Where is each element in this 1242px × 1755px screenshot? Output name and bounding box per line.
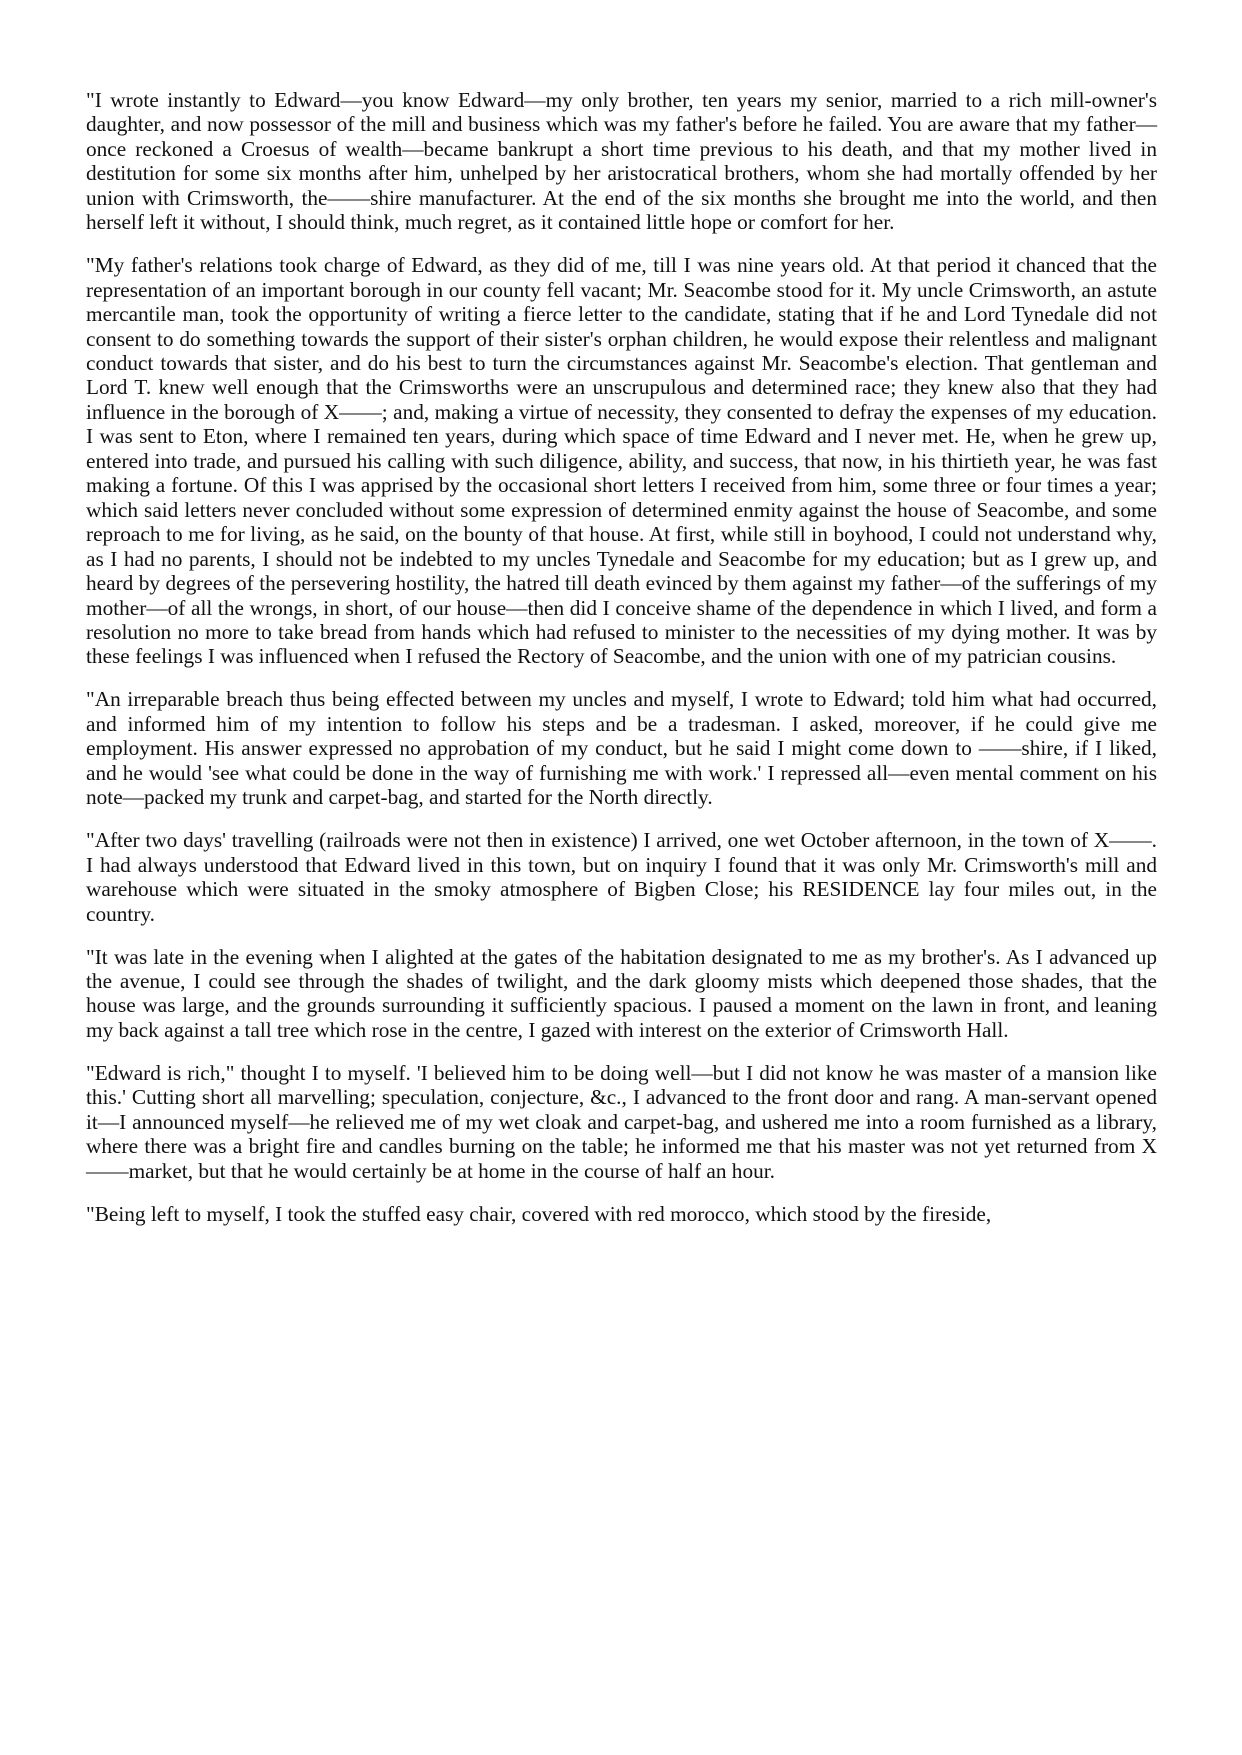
paragraph: "An irreparable breach thus being effected between my uncles and myself, I wrote to Edward; told him what had occurred, and informed him of my intention to follow his steps and be a tradesman. I asked, moreover, if he could give me employment. His answer expressed no approbation of my conduct, but he said I might come down to ——shire, if I liked, and he would 'see what could be done in the way of furnishing me with work.' I repressed all—even mental comment on his note—packed my trunk and carpet-bag, and started for the North directly. bbox=[86, 687, 1157, 810]
paragraph-continued: "Being left to myself, I took the stuffed easy chair, covered with red morocco, which stood by the fireside, bbox=[86, 1201, 992, 1226]
paragraph: "After two days' travelling (railroads were not then in existence) I arrived, one wet October afternoon, in the town of X——. I had always understood that Edward lived in this town, but on inquiry I found that it was only Mr. Crimsworth's mill and warehouse which were situated in the smoky atmosphere of Bigben Close; his RESIDENCE lay four miles out, in the country. bbox=[86, 828, 1157, 926]
document-page bbox=[86, 88, 1157, 1226]
paragraph: "Edward is rich," thought I to myself. 'I believed him to be doing well—but I did not know he was master of a mansion like this.' Cutting short all marvelling; speculation, conjecture, &c., I advanced to the front door and rang. A man-servant opened it—I announced myself—he relieved me of my wet cloak and carpet-bag, and ushered me into a room furnished as a library, where there was a bright fire and candles burning on the table; he informed me that his master was not yet returned from X——market, but that he would certainly be at home in the course of half an hour. bbox=[86, 1060, 1157, 1183]
paragraph: "My father's relations took charge of Edward, as they did of me, till I was nine years old. At that period it chanced that the representation of an important borough in our county fell vacant; Mr. Seacombe stood for it. My uncle Crimsworth, an astute mercantile man, took the opportunity of writing a fierce letter to the candidate, stating that if he and Lord Tynedale did not consent to do something towards the support of their sister's orphan children, he would expose their relentless and malignant conduct towards that sister, and do his best to turn the circumstances against Mr. Seacombe's election. That gentleman and Lord T. knew well enough that the Crimsworths were an unscrupulous and determined race; they knew also that they had influence in the borough of X——; and, making a virtue of necessity, they consented to defray the expenses of my education. I was sent to Eton, where I remained ten years, during which space of time Edward and I never met. He, when he grew up, entered into trade, and pursued his calling with such diligence, ability, and success, that now, in his thirtieth year, he was fast making a fortune. Of this I was apprised by the occasional short letters I received from him, some three or four times a year; which said letters never concluded without some expression of determined enmity against the house of Seacombe, and some reproach to me for living, as he said, on the bounty of that house. At first, while still in boyhood, I could not understand why, as I had no parents, I should not be indebted to my uncles Tynedale and Seacombe for my education; but as I grew up, and heard by degrees of the persevering hostility, the hatred till death evinced by them against my father—of the sufferings of my mother—of all the wrongs, in short, of our house—then did I conceive shame of the dependence in which I lived, and form a resolution no more to take bread from hands which had refused to minister to the necessities of my dying mother. It was by these feelings I was influenced when I refused the Rectory of Seacombe, and the union with one of my patrician cousins. bbox=[86, 253, 1157, 669]
paragraph: "I wrote instantly to Edward—you know Edward—my only brother, ten years my senior, married to a rich mill-owner's daughter, and now possessor of the mill and business which was my father's before he failed. You are aware that my father—once reckoned a Croesus of wealth—became bankrupt a short time previous to his death, and that my mother lived in destitution for some six months after him, unhelped by her aristocratical brothers, whom she had mortally offended by her union with Crimsworth, the——shire manufacturer. At the end of the six months she brought me into the world, and then herself left it without, I should think, much regret, as it contained little hope or comfort for her. bbox=[86, 88, 1157, 235]
paragraph: "It was late in the evening when I alighted at the gates of the habitation designated to me as my brother's. As I advanced up the avenue, I could see through the shades of twilight, and the dark gloomy mists which deepened those shades, that the house was large, and the grounds surrounding it sufficiently spacious. I paused a moment on the lawn in front, and leaning my back against a tall tree which rose in the centre, I gazed with interest on the exterior of Crimsworth Hall. bbox=[86, 944, 1157, 1042]
